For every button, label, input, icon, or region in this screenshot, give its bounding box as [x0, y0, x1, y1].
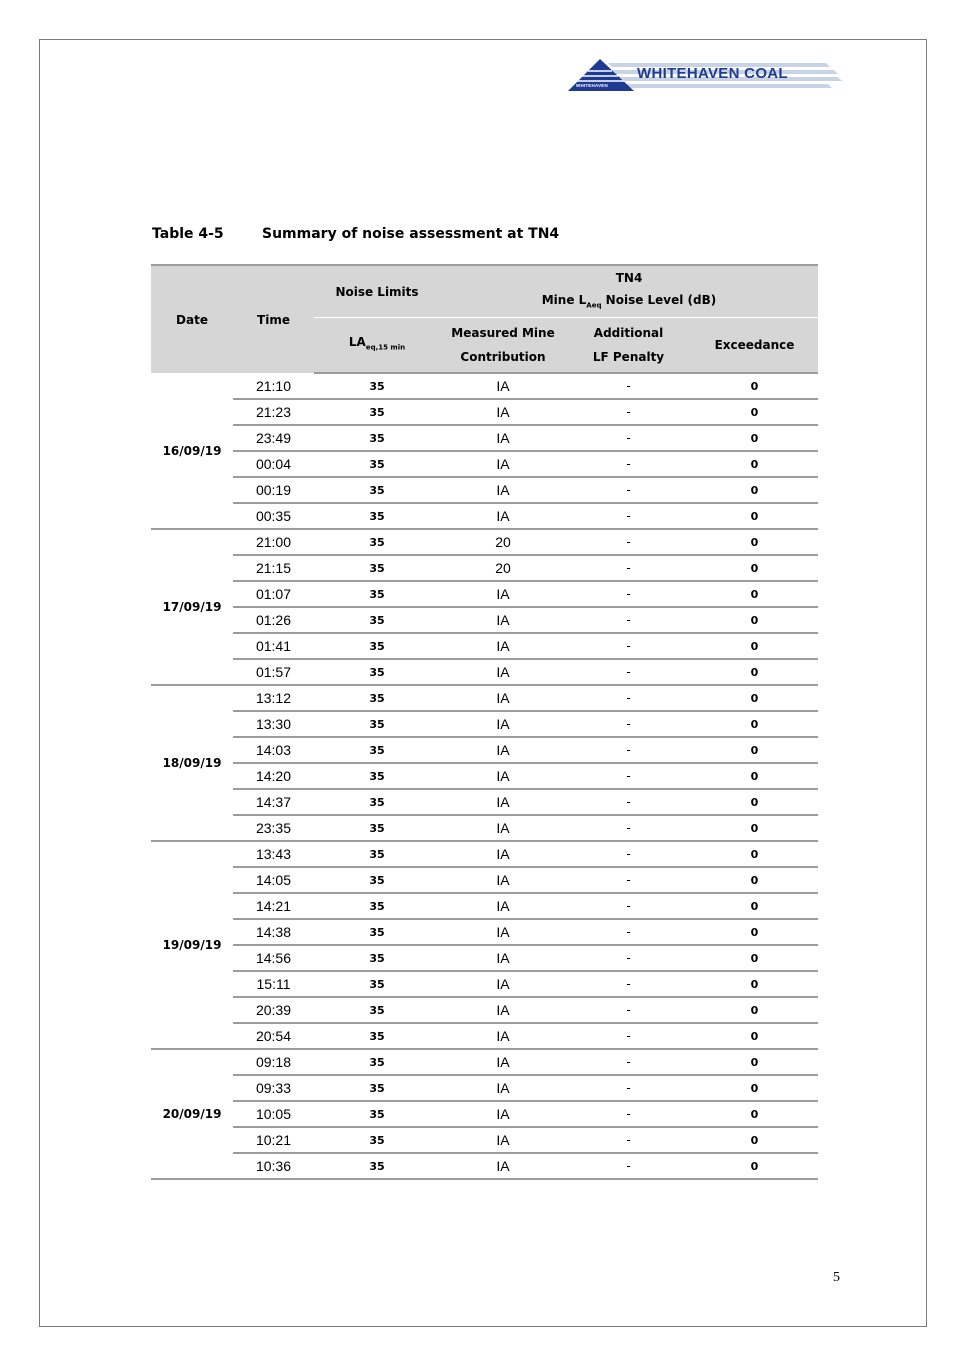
- limit-cell: 35: [314, 685, 440, 711]
- time-cell: 10:21: [233, 1127, 314, 1153]
- limit-cell: 35: [314, 945, 440, 971]
- table-row: [151, 555, 818, 581]
- exceedance-cell: 0: [691, 399, 818, 425]
- measured-cell: IA: [440, 945, 566, 971]
- penalty-cell: -: [566, 529, 691, 555]
- table-row: [151, 867, 818, 893]
- measured-cell: IA: [440, 1127, 566, 1153]
- time-cell: 09:33: [233, 1075, 314, 1101]
- exceedance-cell: 0: [691, 919, 818, 945]
- time-cell: 14:56: [233, 945, 314, 971]
- time-cell: 14:20: [233, 763, 314, 789]
- penalty-cell: -: [566, 1153, 691, 1179]
- measured-cell: IA: [440, 997, 566, 1023]
- measured-cell: IA: [440, 971, 566, 997]
- la-prefix: LA: [348, 335, 366, 350]
- limit-cell: 35: [314, 1075, 440, 1101]
- limit-cell: 35: [314, 1023, 440, 1049]
- penalty-cell: -: [566, 893, 691, 919]
- header-noise-limits: Noise Limits: [314, 265, 440, 318]
- exceedance-cell: 0: [691, 737, 818, 763]
- time-cell: 14:38: [233, 919, 314, 945]
- exceedance-cell: 0: [691, 893, 818, 919]
- time-cell: 01:41: [233, 633, 314, 659]
- time-cell: 15:11: [233, 971, 314, 997]
- time-cell: 00:35: [233, 503, 314, 529]
- penalty-cell: -: [566, 1127, 691, 1153]
- time-cell: 01:57: [233, 659, 314, 685]
- limit-cell: 35: [314, 1127, 440, 1153]
- penalty-cell: -: [566, 607, 691, 633]
- date-cell: 19/09/19: [151, 841, 233, 1049]
- time-cell: 21:15: [233, 555, 314, 581]
- table-row: [151, 581, 818, 607]
- measured-cell: IA: [440, 659, 566, 685]
- time-cell: 14:21: [233, 893, 314, 919]
- limit-cell: 35: [314, 711, 440, 737]
- time-cell: 14:05: [233, 867, 314, 893]
- table-row: [151, 685, 818, 711]
- table-row: [151, 607, 818, 633]
- measured-cell: IA: [440, 373, 566, 399]
- time-cell: 14:37: [233, 789, 314, 815]
- penalty-cell: -: [566, 997, 691, 1023]
- mine-level-subscript: Aeq: [586, 301, 602, 310]
- penalty-cell: -: [566, 477, 691, 503]
- penalty-cell: -: [566, 373, 691, 399]
- table-title: Summary of noise assessment at TN4: [262, 226, 560, 242]
- exceedance-cell: 0: [691, 1049, 818, 1075]
- time-cell: 00:19: [233, 477, 314, 503]
- penalty-cell: -: [566, 711, 691, 737]
- table-row: [151, 477, 818, 503]
- limit-cell: 35: [314, 867, 440, 893]
- measured-cell: IA: [440, 477, 566, 503]
- table-row: [151, 997, 818, 1023]
- penalty-cell: -: [566, 633, 691, 659]
- time-cell: 01:26: [233, 607, 314, 633]
- limit-cell: 35: [314, 373, 440, 399]
- measured-cell: 20: [440, 529, 566, 555]
- table-row: [151, 737, 818, 763]
- measured-cell: IA: [440, 685, 566, 711]
- time-cell: 10:05: [233, 1101, 314, 1127]
- penalty-cell: -: [566, 737, 691, 763]
- exceedance-cell: 0: [691, 685, 818, 711]
- table-row: [151, 919, 818, 945]
- header-tn4-label: TN4: [615, 270, 643, 285]
- mine-level-prefix: Mine L: [541, 292, 587, 307]
- time-cell: 20:54: [233, 1023, 314, 1049]
- penalty-line1: Additional: [593, 326, 664, 340]
- table-row: [151, 893, 818, 919]
- table-row: [151, 763, 818, 789]
- la-subscript: eq,15 min: [365, 343, 406, 352]
- limit-cell: 35: [314, 633, 440, 659]
- table-row: [151, 503, 818, 529]
- time-cell: 20:39: [233, 997, 314, 1023]
- measured-cell: IA: [440, 451, 566, 477]
- time-cell: 23:35: [233, 815, 314, 841]
- penalty-cell: -: [566, 867, 691, 893]
- table-number: Table 4-5: [152, 226, 224, 242]
- penalty-line2: LF Penalty: [592, 350, 665, 364]
- penalty-cell: -: [566, 451, 691, 477]
- exceedance-cell: 0: [691, 815, 818, 841]
- header-measured: [440, 318, 566, 374]
- company-logo: [568, 58, 842, 94]
- measured-cell: IA: [440, 503, 566, 529]
- table-row: [151, 1101, 818, 1127]
- logo-subtext: WHITEHAVEN: [576, 83, 608, 88]
- time-cell: 21:00: [233, 529, 314, 555]
- limit-cell: 35: [314, 477, 440, 503]
- exceedance-cell: 0: [691, 945, 818, 971]
- penalty-cell: -: [566, 399, 691, 425]
- penalty-cell: -: [566, 763, 691, 789]
- limit-cell: 35: [314, 451, 440, 477]
- date-cell: 17/09/19: [151, 529, 233, 685]
- penalty-cell: -: [566, 1075, 691, 1101]
- limit-cell: 35: [314, 971, 440, 997]
- limit-cell: 35: [314, 1101, 440, 1127]
- measured-cell: IA: [440, 763, 566, 789]
- table-row: [151, 1127, 818, 1153]
- time-cell: 13:12: [233, 685, 314, 711]
- measured-cell: IA: [440, 1023, 566, 1049]
- limit-cell: 35: [314, 815, 440, 841]
- table-row: [151, 451, 818, 477]
- mine-level-suffix: Noise Level (dB): [601, 292, 717, 307]
- limit-cell: 35: [314, 607, 440, 633]
- exceedance-cell: 0: [691, 971, 818, 997]
- penalty-cell: -: [566, 425, 691, 451]
- table-row: [151, 815, 818, 841]
- penalty-cell: -: [566, 555, 691, 581]
- limit-cell: 35: [314, 503, 440, 529]
- exceedance-cell: 0: [691, 581, 818, 607]
- time-cell: 13:30: [233, 711, 314, 737]
- measured-cell: IA: [440, 789, 566, 815]
- table-caption: [152, 226, 559, 242]
- exceedance-cell: 0: [691, 633, 818, 659]
- limit-cell: 35: [314, 555, 440, 581]
- penalty-cell: -: [566, 1101, 691, 1127]
- table-row: [151, 1075, 818, 1101]
- measured-cell: IA: [440, 1049, 566, 1075]
- limit-cell: 35: [314, 581, 440, 607]
- measured-cell: IA: [440, 711, 566, 737]
- limit-cell: 35: [314, 763, 440, 789]
- table-row: [151, 841, 818, 867]
- exceedance-cell: 0: [691, 659, 818, 685]
- exceedance-cell: 0: [691, 529, 818, 555]
- table-row: [151, 945, 818, 971]
- table-row: [151, 789, 818, 815]
- table-row: [151, 711, 818, 737]
- penalty-cell: -: [566, 841, 691, 867]
- measured-cell: IA: [440, 1153, 566, 1179]
- limit-cell: 35: [314, 399, 440, 425]
- measured-cell: IA: [440, 581, 566, 607]
- time-cell: 09:18: [233, 1049, 314, 1075]
- table-row: [151, 529, 818, 555]
- exceedance-cell: 0: [691, 1023, 818, 1049]
- exceedance-cell: 0: [691, 451, 818, 477]
- time-cell: 14:03: [233, 737, 314, 763]
- measured-line2: Contribution: [460, 350, 546, 364]
- exceedance-cell: 0: [691, 841, 818, 867]
- limit-cell: 35: [314, 1153, 440, 1179]
- time-cell: 21:23: [233, 399, 314, 425]
- header-time: Time: [233, 265, 314, 373]
- table-row: [151, 1153, 818, 1179]
- limit-cell: 35: [314, 841, 440, 867]
- penalty-cell: -: [566, 919, 691, 945]
- penalty-cell: -: [566, 1049, 691, 1075]
- measured-line1: Measured Mine: [451, 326, 555, 340]
- noise-assessment-table: [151, 264, 818, 1180]
- exceedance-cell: 0: [691, 503, 818, 529]
- time-cell: 13:43: [233, 841, 314, 867]
- header-exceedance: Exceedance: [691, 318, 818, 374]
- limit-cell: 35: [314, 737, 440, 763]
- penalty-cell: -: [566, 503, 691, 529]
- table-body: [151, 373, 818, 1179]
- page-number: 5: [833, 1270, 840, 1285]
- exceedance-cell: 0: [691, 789, 818, 815]
- exceedance-cell: 0: [691, 1101, 818, 1127]
- measured-cell: IA: [440, 815, 566, 841]
- time-cell: 00:04: [233, 451, 314, 477]
- penalty-cell: -: [566, 1023, 691, 1049]
- table-header: [151, 265, 818, 373]
- measured-cell: IA: [440, 399, 566, 425]
- table-row: [151, 373, 818, 399]
- measured-cell: IA: [440, 919, 566, 945]
- exceedance-cell: 0: [691, 1153, 818, 1179]
- logo-text: WHITEHAVEN COAL: [637, 65, 788, 82]
- measured-cell: IA: [440, 425, 566, 451]
- header-penalty: [566, 318, 691, 374]
- header-la-eq: [314, 318, 440, 374]
- table-row: [151, 971, 818, 997]
- measured-cell: IA: [440, 893, 566, 919]
- table-row: [151, 425, 818, 451]
- penalty-cell: -: [566, 789, 691, 815]
- table-row: [151, 633, 818, 659]
- exceedance-cell: 0: [691, 477, 818, 503]
- exceedance-cell: 0: [691, 555, 818, 581]
- measured-cell: IA: [440, 841, 566, 867]
- exceedance-cell: 0: [691, 607, 818, 633]
- exceedance-cell: 0: [691, 425, 818, 451]
- penalty-cell: -: [566, 945, 691, 971]
- header-tn4: [440, 265, 818, 318]
- time-cell: 21:10: [233, 373, 314, 399]
- date-cell: 16/09/19: [151, 373, 233, 529]
- table-row: [151, 399, 818, 425]
- limit-cell: 35: [314, 1049, 440, 1075]
- limit-cell: 35: [314, 789, 440, 815]
- exceedance-cell: 0: [691, 1075, 818, 1101]
- table-row: [151, 1049, 818, 1075]
- limit-cell: 35: [314, 529, 440, 555]
- limit-cell: 35: [314, 919, 440, 945]
- limit-cell: 35: [314, 425, 440, 451]
- exceedance-cell: 0: [691, 1127, 818, 1153]
- date-cell: 18/09/19: [151, 685, 233, 841]
- time-cell: 23:49: [233, 425, 314, 451]
- limit-cell: 35: [314, 997, 440, 1023]
- header-date: Date: [151, 265, 233, 373]
- measured-cell: IA: [440, 607, 566, 633]
- measured-cell: IA: [440, 737, 566, 763]
- penalty-cell: -: [566, 685, 691, 711]
- penalty-cell: -: [566, 815, 691, 841]
- time-cell: 01:07: [233, 581, 314, 607]
- exceedance-cell: 0: [691, 711, 818, 737]
- table-row: [151, 659, 818, 685]
- measured-cell: IA: [440, 1101, 566, 1127]
- measured-cell: IA: [440, 1075, 566, 1101]
- date-cell: 20/09/19: [151, 1049, 233, 1179]
- exceedance-cell: 0: [691, 867, 818, 893]
- limit-cell: 35: [314, 893, 440, 919]
- exceedance-cell: 0: [691, 997, 818, 1023]
- limit-cell: 35: [314, 659, 440, 685]
- time-cell: 10:36: [233, 1153, 314, 1179]
- exceedance-cell: 0: [691, 373, 818, 399]
- measured-cell: IA: [440, 633, 566, 659]
- penalty-cell: -: [566, 659, 691, 685]
- measured-cell: IA: [440, 867, 566, 893]
- table-row: [151, 1023, 818, 1049]
- header-mine-level: [440, 289, 818, 316]
- exceedance-cell: 0: [691, 763, 818, 789]
- penalty-cell: -: [566, 581, 691, 607]
- measured-cell: 20: [440, 555, 566, 581]
- penalty-cell: -: [566, 971, 691, 997]
